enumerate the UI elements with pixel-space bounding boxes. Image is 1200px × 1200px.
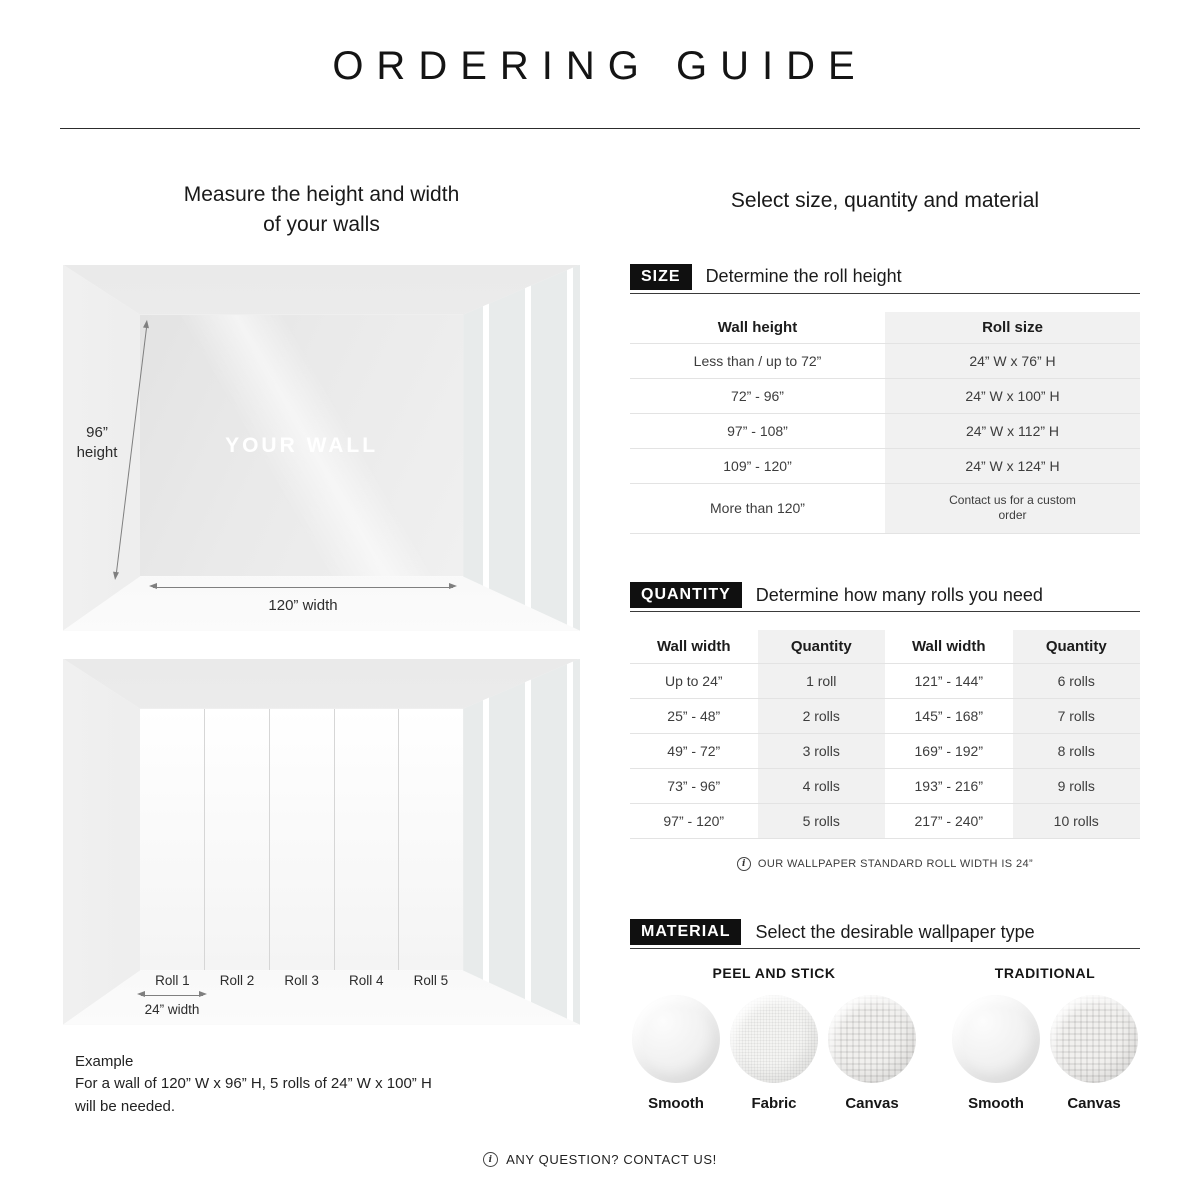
quantity-section <box>630 582 1140 871</box>
wall-height-cell: 72” - 96” <box>731 387 784 404</box>
contact-footer <box>0 1152 1200 1167</box>
size-table <box>630 312 1140 534</box>
roll-label: Roll 4 <box>348 972 384 988</box>
quantity-cell: 1 roll <box>758 664 886 698</box>
wall-width-cell: 169” - 192” <box>914 743 983 759</box>
material-option-smooth <box>950 995 1042 1112</box>
size-section <box>630 264 1140 534</box>
info-icon <box>737 857 751 871</box>
wall-height-cell: 109” - 120” <box>723 457 792 474</box>
standard-roll-width-note <box>630 857 1140 871</box>
measure-heading-line1: Measure the height and width <box>183 183 460 206</box>
quantity-table-row <box>630 664 1140 699</box>
wallpaper-roll-panels <box>140 709 463 971</box>
material-options <box>950 995 1140 1112</box>
size-table-row <box>630 449 1140 484</box>
page-title: ORDERING GUIDE <box>332 44 868 88</box>
roll-width-dimension-line <box>141 995 203 996</box>
select-column <box>630 170 1140 1112</box>
contact-footer-text: ANY QUESTION? CONTACT US! <box>506 1152 717 1167</box>
quantity-badge: QUANTITY <box>630 582 742 608</box>
wall-width-cell: 25” - 48” <box>667 708 721 724</box>
your-wall-label: YOUR WALL <box>225 433 379 457</box>
title-divider <box>60 128 1140 129</box>
wall-height-cell: 97” - 108” <box>727 422 788 439</box>
custom-order-note: Contact us for a custom order <box>949 492 1076 523</box>
example-line1: For a wall of 120” W x 96” H, 5 rolls of 24” W x 100” H <box>75 1075 432 1093</box>
size-table-header <box>630 312 1140 344</box>
room-illustration-rolls <box>63 659 580 1025</box>
material-option-label: Canvas <box>845 1095 899 1112</box>
roll-size-cell: 24” W x 76” H <box>885 344 1140 378</box>
roll-label: Roll 1 <box>155 972 190 988</box>
qty-col-quantity: Quantity <box>1013 630 1141 663</box>
example-block <box>63 1051 580 1119</box>
wall-height-label <box>67 423 127 464</box>
example-title: Example <box>75 1052 134 1070</box>
smooth-texture-swatch <box>952 995 1040 1083</box>
select-heading: Select size, quantity and material <box>730 189 1040 212</box>
material-group-peel-and-stick <box>630 965 918 1112</box>
wall-width-cell: 73” - 96” <box>667 778 721 794</box>
canvas-texture-swatch <box>828 995 916 1083</box>
width-dimension-line <box>153 587 453 588</box>
size-section-head <box>630 264 1140 294</box>
roll-size-cell: 24” W x 100” H <box>885 379 1140 413</box>
material-option-fabric <box>728 995 820 1112</box>
size-table-row <box>630 414 1140 449</box>
roll-panel <box>335 709 399 971</box>
quantity-table-row <box>630 804 1140 839</box>
material-option-canvas <box>1048 995 1140 1112</box>
standard-roll-width-text: OUR WALLPAPER STANDARD ROLL WIDTH IS 24” <box>757 858 1034 870</box>
roll-labels <box>140 973 463 988</box>
wall-height-value: 96” <box>86 423 108 441</box>
quantity-cell: 3 rolls <box>758 734 886 768</box>
quantity-cell: 7 rolls <box>1013 699 1141 733</box>
wall-height-cell: More than 120” <box>710 500 805 517</box>
wall-width-label: 120” width <box>268 596 338 614</box>
qty-col-wall-width: Wall width <box>911 638 986 655</box>
roll-label: Roll 2 <box>219 972 255 988</box>
material-group-title: TRADITIONAL <box>994 965 1096 981</box>
quantity-table-row <box>630 769 1140 804</box>
wall-width-cell: 49” - 72” <box>667 743 721 759</box>
material-option-label: Smooth <box>968 1095 1024 1112</box>
material-option-smooth <box>630 995 722 1112</box>
measure-column <box>63 170 580 1118</box>
material-option-label: Smooth <box>648 1095 704 1112</box>
size-table-row <box>630 344 1140 379</box>
material-options <box>630 995 918 1112</box>
size-table-row <box>630 484 1140 534</box>
measure-heading <box>63 180 580 240</box>
wall-height-cell: Less than / up to 72” <box>693 352 822 369</box>
quantity-cell: 2 rolls <box>758 699 886 733</box>
wall-height-word: height <box>76 443 118 461</box>
qty-col-quantity: Quantity <box>758 630 886 663</box>
quantity-table-header <box>630 630 1140 664</box>
quantity-cell: 4 rolls <box>758 769 886 803</box>
quantity-subtitle: Determine how many rolls you need <box>755 584 1043 605</box>
roll-panel <box>205 709 269 971</box>
material-subtitle: Select the desirable wallpaper type <box>755 921 1035 942</box>
roll-panel <box>270 709 334 971</box>
size-col-roll-size: Roll size <box>885 312 1140 343</box>
wall-width-cell: Up to 24” <box>664 673 723 689</box>
quantity-section-head <box>630 582 1140 612</box>
wall-width-cell: 97” - 120” <box>663 813 725 829</box>
roll-panel <box>140 709 204 971</box>
fabric-texture-swatch <box>730 995 818 1083</box>
material-group-traditional <box>950 965 1140 1112</box>
size-badge: SIZE <box>630 264 692 290</box>
material-option-label: Fabric <box>751 1095 797 1112</box>
wall-width-cell: 217” - 240” <box>914 813 983 829</box>
wall-width-cell: 121” - 144” <box>914 673 983 689</box>
room-back-wall <box>140 315 463 577</box>
material-option-label: Canvas <box>1067 1095 1121 1112</box>
wall-width-cell: 193” - 216” <box>914 778 983 794</box>
size-col-wall-height: Wall height <box>717 318 798 336</box>
material-group-title: PEEL AND STICK <box>712 965 836 981</box>
quantity-table-row <box>630 734 1140 769</box>
size-table-row <box>630 379 1140 414</box>
wall-width-cell: 145” - 168” <box>914 708 983 724</box>
roll-size-cell: 24” W x 124” H <box>885 449 1140 483</box>
smooth-texture-swatch <box>632 995 720 1083</box>
room-illustration-wall <box>63 265 580 631</box>
material-groups <box>630 965 1140 1112</box>
roll-label: Roll 5 <box>413 972 449 988</box>
quantity-cell: 10 rolls <box>1013 804 1141 838</box>
size-subtitle: Determine the roll height <box>705 266 902 287</box>
roll-panel <box>399 709 463 971</box>
material-section-head <box>630 919 1140 949</box>
quantity-cell: 6 rolls <box>1013 664 1141 698</box>
material-section <box>630 919 1140 1112</box>
canvas-texture-swatch <box>1050 995 1138 1083</box>
qty-col-wall-width: Wall width <box>656 638 731 655</box>
example-line2: will be needed. <box>75 1097 176 1115</box>
roll-width-label: 24” width <box>144 1001 200 1017</box>
roll-size-cell <box>885 484 1140 533</box>
quantity-cell: 8 rolls <box>1013 734 1141 768</box>
quantity-cell: 9 rolls <box>1013 769 1141 803</box>
material-badge: MATERIAL <box>630 919 741 945</box>
roll-size-cell: 24” W x 112” H <box>885 414 1140 448</box>
measure-heading-line2: of your walls <box>263 212 380 236</box>
material-option-canvas <box>826 995 918 1112</box>
info-icon <box>483 1152 498 1167</box>
quantity-table <box>630 630 1140 839</box>
quantity-cell: 5 rolls <box>758 804 886 838</box>
roll-label: Roll 3 <box>284 972 319 988</box>
quantity-table-row <box>630 699 1140 734</box>
